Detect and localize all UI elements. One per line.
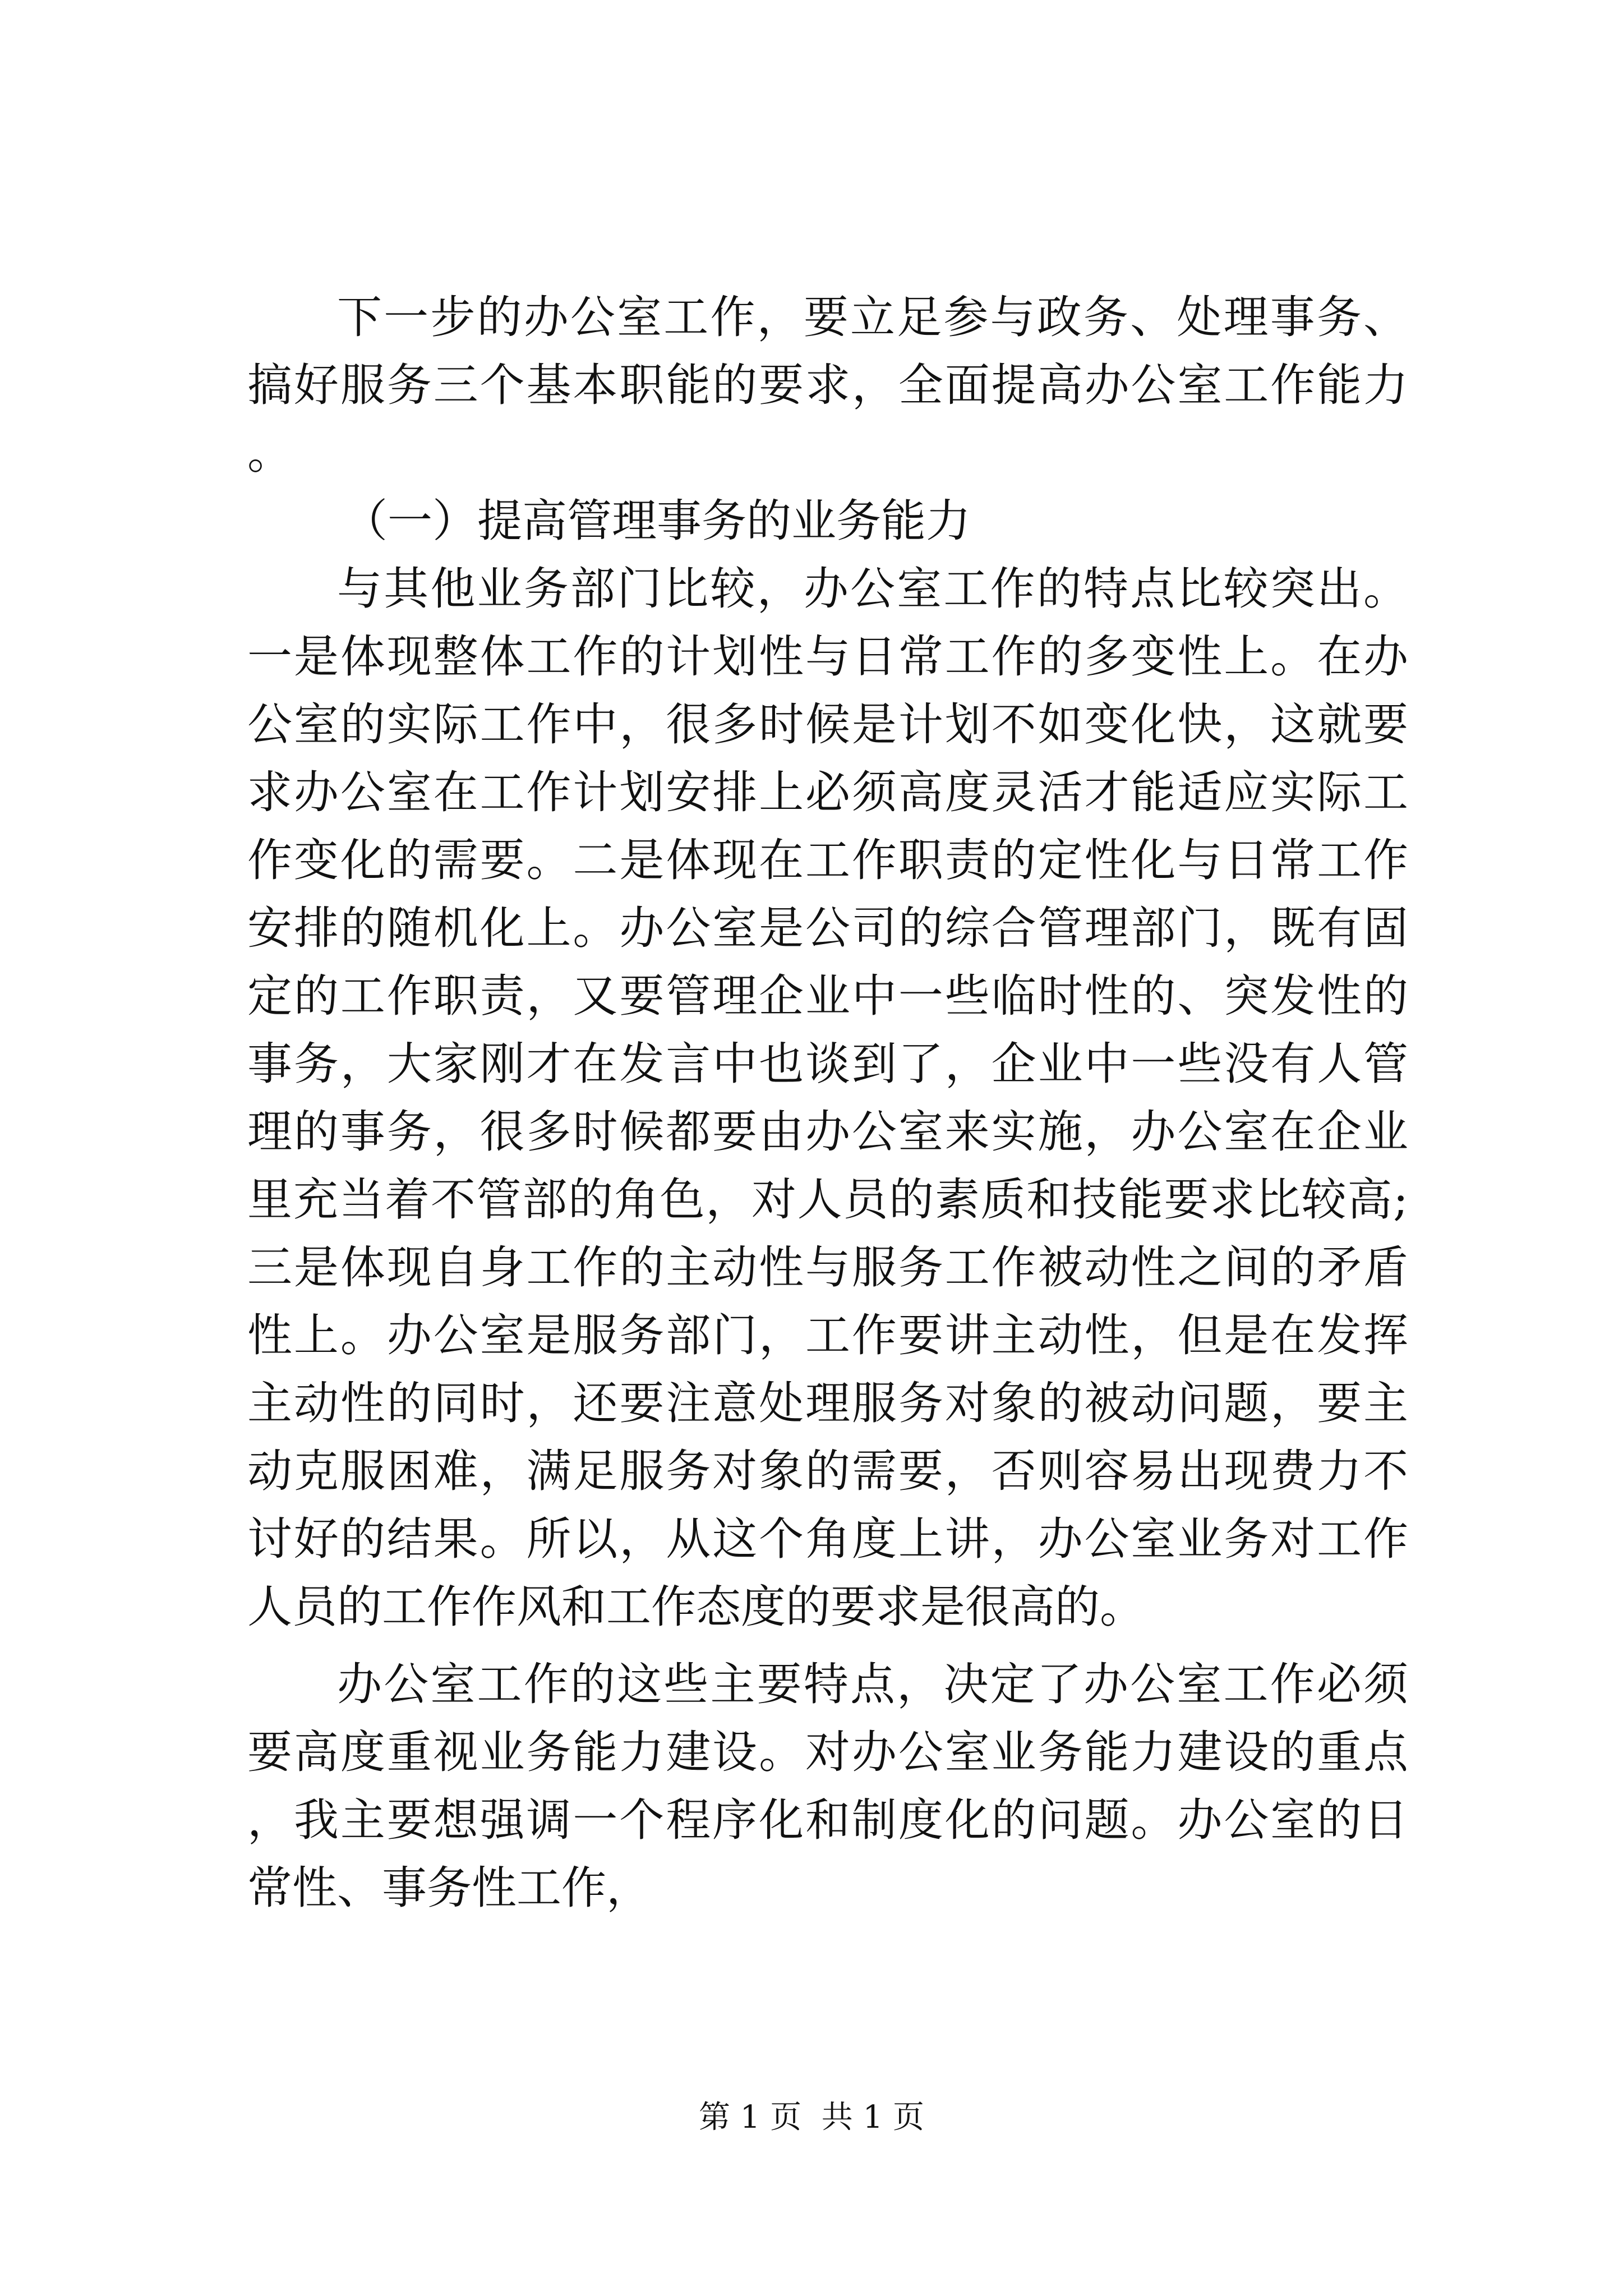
paragraph-characteristics: 与其他业务部门比较，办公室工作的特点比较突出。一是体现整体工作的计划性与日常工作的多变性上。在办公室的实际工作中，很多时候是计划不如变化快，这就要求办公室在工作计划安排上必须高度灵活才能适应实际工作变化的需要。二是体现在工作职责的定性化与日常工作安排的随机化上。办公室是公司的综合管理部门，既有固定的工作职责，又要管理企业中一些临时性的、突发性的事务，大家刚才在发言中也谈到了，企业中一些没有人管理的事务，很多时候都要由办公室来实施，办公室在企业里充当着不管部的角色，对人员的素质和技能要求比较高;三是体现自身工作的主动性与服务工作被动性之间的矛盾性上。办公室是服务部门，工作要讲主动性，但是在发挥主动性的同时，还要注意处理服务对象的被动问题，要主动克服困难，满足服务对象的需要，否则容易出现费力不讨好的结果。所以，从这个角度上讲，办公室业务对工作人员的工作作风和工作态度的要求是很高的。 — [247, 563, 1408, 1633]
paragraph-intro: 下一步的办公室工作，要立足参与政务、处理事务、搞好服务三个基本职能的要求，全面提高办公室工作能力。 — [247, 291, 1408, 479]
document-body — [247, 283, 1408, 1922]
page-footer: 第 1 页 共 1 页 — [698, 2099, 925, 2136]
paragraph-capability: 办公室工作的这些主要特点，决定了办公室工作必须要高度重视业务能力建设。对办公室业务能力建设的重点，我主要想强调一个程序化和制度化的问题。办公室的日常性、事务性工作， — [247, 1658, 1408, 1914]
section-heading: （一）提高管理事务的业务能力 — [343, 495, 971, 547]
